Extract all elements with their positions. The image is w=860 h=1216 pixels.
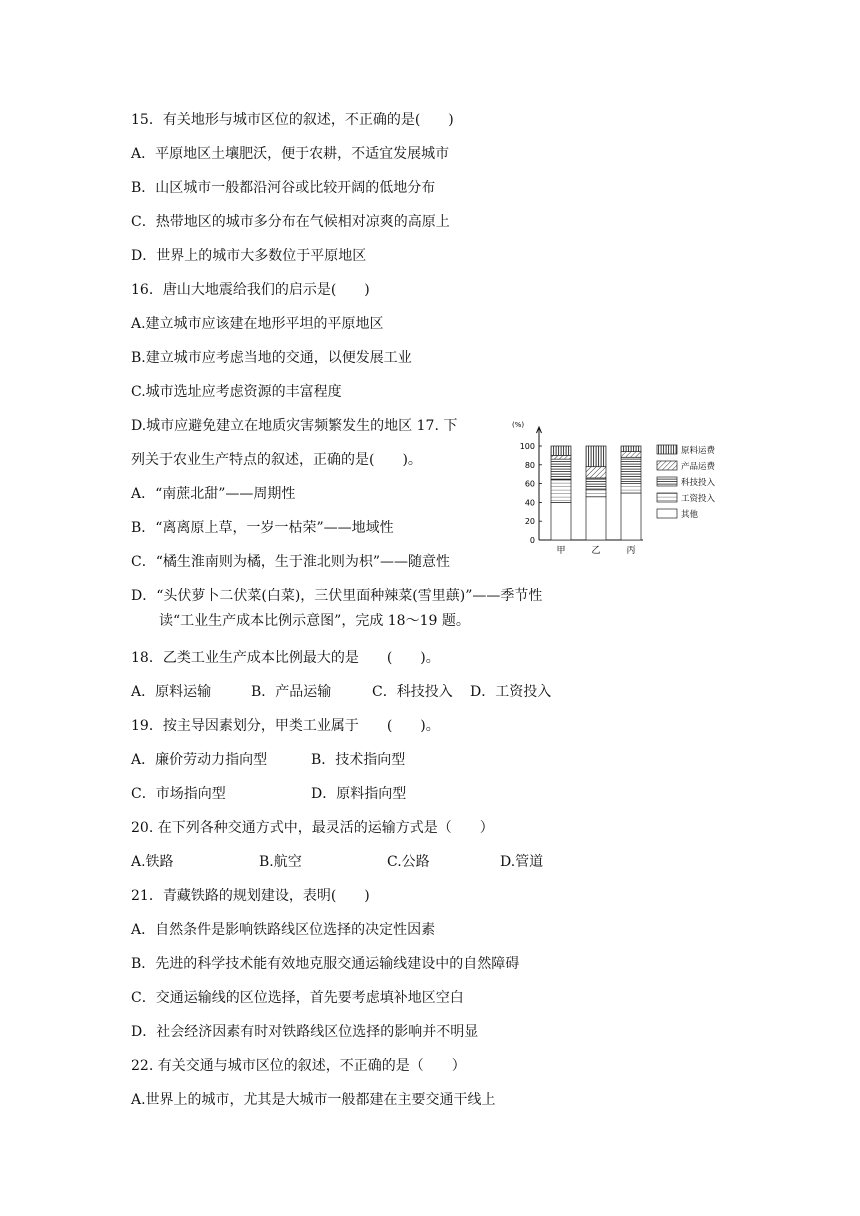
q21-option-b: B．先进的科学技术能有效地克服交通运输线建设中的自然障碍 [131, 956, 520, 972]
bar-segment-工资投入 [551, 480, 571, 503]
q20-option-b: B.航空 [259, 854, 302, 870]
y-axis-unit: (%) [512, 421, 525, 429]
q17-stem: 列关于农业生产特点的叙述，正确的是( )。 [131, 452, 422, 468]
q17-option-a: A．“南蔗北甜”——周期性 [131, 486, 296, 502]
legend-label: 产品运费 [681, 462, 716, 472]
legend-swatch [657, 477, 677, 486]
industry-cost-chart [508, 416, 733, 556]
intro-18-19: 读“工业生产成本比例示意图”，完成 18～19 题。 [159, 613, 470, 629]
q20-option-a: A.铁路 [131, 854, 174, 870]
q16-option-b: B.建立城市应考虑当地的交通，以便发展工业 [131, 350, 412, 366]
q18-option-a: A．原料运输 [131, 684, 212, 700]
legend-swatch [657, 445, 677, 454]
q16-option-d: D.城市应避免建立在地质灾害频繁发生的地区 17. 下 [131, 418, 458, 434]
q21-option-a: A．自然条件是影响铁路线区位选择的决定性因素 [131, 922, 436, 938]
legend-swatch [657, 461, 677, 470]
legend-swatch [657, 493, 677, 502]
q17-option-b: B．“离离原上草，一岁一枯荣”——地域性 [131, 520, 394, 536]
q22-option-a: A.世界上的城市，尤其是大城市一般都建在主要交通干线上 [131, 1092, 496, 1108]
bar-segment-工资投入 [621, 484, 641, 493]
q21-option-d: D．社会经济因素有时对铁路线区位选择的影响并不明显 [131, 1024, 479, 1040]
q16-stem: 16．唐山大地震给我们的启示是( ) [131, 282, 370, 298]
bar-segment-原料运费 [586, 446, 606, 467]
y-tick-label: 20 [524, 517, 535, 527]
q17-option-d: D．“头伏萝卜二伏菜(白菜)，三伏里面种辣菜(雪里蕻)”——季节性 [131, 588, 543, 604]
legend-label: 科技投入 [681, 478, 716, 488]
legend-swatch [657, 509, 677, 518]
chart-bars [551, 446, 641, 540]
bar-segment-科技投入 [621, 457, 641, 483]
chart-legend [657, 445, 716, 520]
bar-segment-其他 [586, 497, 606, 540]
bar-segment-其他 [621, 493, 641, 540]
y-tick-label: 40 [524, 498, 535, 508]
q17-option-c: C．“橘生淮南则为橘，生于淮北则为枳”——随意性 [131, 554, 451, 570]
bar-segment-科技投入 [551, 459, 571, 480]
q20-option-d: D.管道 [500, 854, 544, 870]
bar-segment-工资投入 [586, 489, 606, 497]
q18-stem: 18．乙类工业生产成本比例最大的是 ( )。 [131, 650, 440, 666]
bar-segment-产品运费 [551, 455, 571, 459]
y-tick-label: 80 [524, 460, 535, 470]
legend-label: 工资投入 [681, 494, 716, 504]
q19-stem: 19．按主导因素划分，甲类工业属于 ( )。 [131, 718, 440, 734]
q21-stem: 21．青藏铁路的规划建设，表明( ) [131, 888, 370, 904]
q19-option-a: A．廉价劳动力指向型 [131, 752, 268, 768]
bar-segment-原料运费 [551, 446, 571, 455]
y-tick-label: 0 [529, 536, 535, 545]
bar-segment-产品运费 [621, 452, 641, 458]
y-tick-label: 100 [519, 442, 535, 451]
legend-label: 原料运费 [681, 446, 716, 456]
x-tick-label: 乙 [591, 546, 601, 556]
bar-segment-原料运费 [621, 446, 641, 452]
q16-option-a: A.建立城市应该建在地形平坦的平原地区 [131, 316, 384, 332]
q15-stem: 15．有关地形与城市区位的叙述，不正确的是( ) [131, 112, 454, 128]
q15-option-c: C．热带地区的城市多分布在气候相对凉爽的高原上 [131, 214, 450, 230]
q18-option-c: C．科技投入 [372, 684, 453, 700]
q22-stem: 22. 有关交通与城市区位的叙述，不正确的是（ ） [131, 1058, 466, 1074]
q19-option-b: B．技术指向型 [311, 752, 406, 768]
bar-segment-科技投入 [586, 478, 606, 489]
q15-option-d: D．世界上的城市大多数位于平原地区 [131, 248, 367, 264]
legend-label: 其他 [681, 510, 699, 520]
y-tick-label: 60 [524, 479, 535, 489]
q20-option-c: C.公路 [387, 854, 430, 870]
x-tick-label: 甲 [556, 546, 566, 556]
q21-option-c: C．交通运输线的区位选择，首先要考虑填补地区空白 [131, 990, 464, 1006]
bar-segment-产品运费 [586, 467, 606, 478]
bar-segment-其他 [551, 502, 571, 540]
q15-option-a: A．平原地区土壤肥沃，便于农耕，不适宜发展城市 [131, 146, 450, 162]
q19-option-c: C．市场指向型 [131, 786, 226, 802]
q16-option-c: C.城市选址应考虑资源的丰富程度 [131, 384, 342, 400]
q18-option-d: D．工资投入 [470, 684, 552, 700]
q20-stem: 20. 在下列各种交通方式中，最灵活的运输方式是（ ） [131, 820, 494, 836]
q18-option-b: B．产品运输 [251, 684, 332, 700]
q15-option-b: B．山区城市一般都沿河谷或比较开阔的低地分布 [131, 180, 436, 196]
q19-option-d: D．原料指向型 [311, 786, 407, 802]
x-tick-label: 丙 [626, 546, 636, 556]
